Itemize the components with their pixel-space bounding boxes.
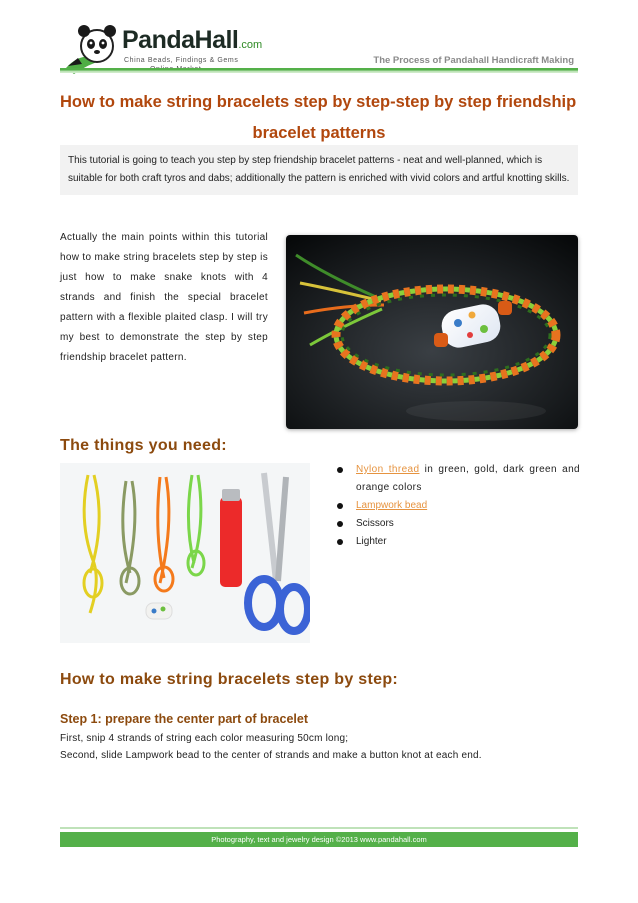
footer-divider [60,827,578,829]
step-1-line-2: Second, slide Lampwork bead to the center of strands and make a button knot at each end. [60,750,482,761]
list-item [336,497,580,515]
list-item-text: Lighter [356,536,387,547]
list-item [336,515,580,533]
nylon-thread-link[interactable]: Nylon thread [356,464,420,475]
list-item-text: in green, gold, dark green and orange colors [356,464,580,493]
supplies-photo [60,463,310,643]
document-title [60,87,578,149]
document-title-line-1: How to make string bracelets step by step-step by step friendship [60,93,577,111]
intro-paragraph: Actually the main points within this tutorial how to make string bracelets step by step is just how to make snake knots with 4 strands and finish the special bracelet pattern with a flexible plaited clasp. I will try my best to demonstrate the step by step friendship bracelet pattern. [60,232,268,363]
list-item [336,461,580,497]
bullet-icon [337,539,343,545]
lampwork-bead-link[interactable]: Lampwork bead [356,500,428,511]
bullet-icon [337,503,343,509]
brand-tagline: China Beads, Findings & Gems [124,57,239,64]
brand-name: PandaHall.com [122,26,263,54]
bullet-icon [337,521,343,527]
howto-heading: How to make string bracelets step by step: [60,671,399,688]
supplies-list [336,461,580,551]
brand-suffix: .com [238,39,263,51]
list-item [336,533,580,551]
footer-text: Photography, text and jewelry design ©2013 www.pandahall.com [211,835,427,844]
document-title-line-2: bracelet patterns [252,124,386,142]
supplies-heading: The things you need: [60,437,227,454]
step-1-body [60,730,580,764]
bullet-icon [337,467,343,473]
list-item-text: Scissors [356,518,394,529]
bracelet-photo [286,235,578,429]
intro-box: This tutorial is going to teach you step by step friendship bracelet patterns - neat and well-planned, which is suitable for both craft tyros and dabs; additionally the pattern is enriched with vivid colors and artful knotting skills. [60,145,578,195]
step-1-line-1: First, snip 4 strands of string each color measuring 50cm long; [60,733,349,744]
header-divider [60,68,578,73]
step-1-heading: Step 1: prepare the center part of bracelet [60,712,308,726]
header-title: The Process of Pandahall Handicraft Making [373,55,574,66]
